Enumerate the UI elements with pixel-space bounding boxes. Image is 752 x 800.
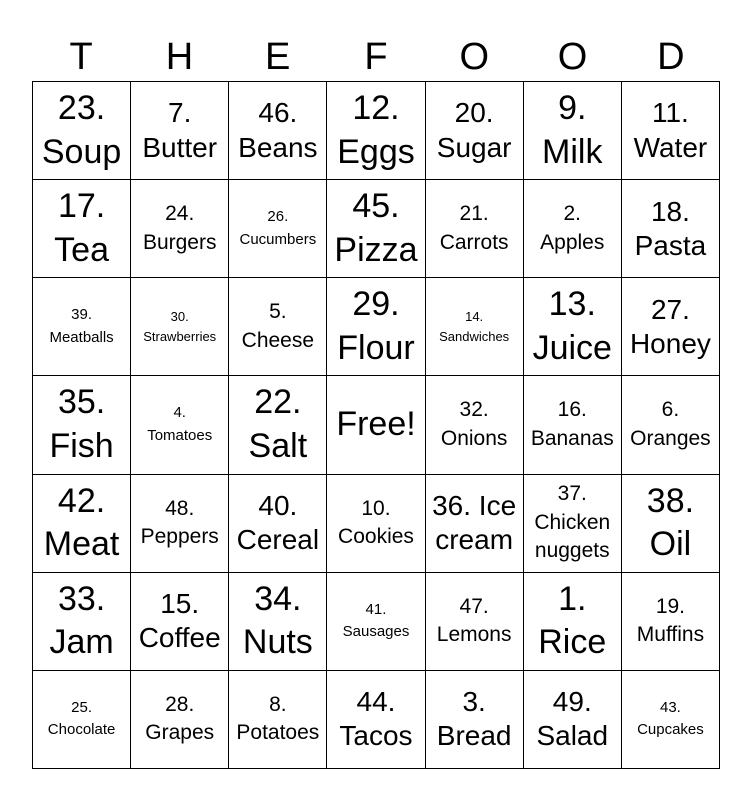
bingo-cell-r3c3 bbox=[229, 278, 327, 376]
cell-text: 3. Bread bbox=[436, 686, 512, 752]
cell-text: 15. Coffee bbox=[138, 588, 221, 654]
bingo-cell-r3c5 bbox=[426, 278, 524, 376]
bingo-cell-r7c1 bbox=[33, 671, 131, 769]
cell-text: 35. Fish bbox=[49, 383, 114, 465]
cell-text: 32. Onions bbox=[440, 398, 508, 450]
bingo-cell-r5c5 bbox=[426, 475, 524, 573]
bingo-cell-r5c3 bbox=[229, 475, 327, 573]
bingo-cell-r7c3 bbox=[229, 671, 327, 769]
cell-text: 38. Oil bbox=[646, 481, 695, 564]
bingo-cell-r6c2 bbox=[131, 573, 229, 671]
cell-text: 45. Pizza bbox=[334, 187, 418, 269]
bingo-cell-r2c7 bbox=[622, 180, 720, 278]
cell-text: 34. Nuts bbox=[242, 579, 313, 662]
cell-text: 25. Chocolate bbox=[47, 698, 116, 739]
header-letter-f: F bbox=[364, 36, 388, 78]
cell-text: 27. Honey bbox=[629, 293, 711, 359]
cell-text: 43. Cupcakes bbox=[637, 698, 704, 739]
cell-text: 10. Cookies bbox=[338, 496, 414, 549]
header-letter-o-2: O bbox=[557, 36, 588, 78]
cell-text: 22. Salt bbox=[248, 383, 308, 465]
cell-text: 36. Ice cream bbox=[432, 489, 517, 556]
cell-text: 1. Rice bbox=[538, 579, 607, 662]
header-letter-h: H bbox=[165, 36, 194, 78]
free-space-label: Free! bbox=[336, 405, 416, 444]
bingo-cell-r4c2 bbox=[131, 376, 229, 474]
bingo-cell-r5c1 bbox=[33, 475, 131, 573]
bingo-cell-r4c5 bbox=[426, 376, 524, 474]
bingo-cell-r7c7 bbox=[622, 671, 720, 769]
bingo-cell-r7c5 bbox=[426, 671, 524, 769]
cell-text: 4. Tomatoes bbox=[147, 404, 213, 444]
bingo-cell-r7c4 bbox=[327, 671, 425, 769]
cell-text: 6. Oranges bbox=[630, 398, 711, 450]
bingo-cell-r3c7 bbox=[622, 278, 720, 376]
cell-text: 46. Beans bbox=[238, 97, 318, 163]
cell-text: 9. Milk bbox=[542, 89, 603, 171]
cell-text: 16. Bananas bbox=[530, 398, 614, 450]
cell-text: 49. Salad bbox=[536, 686, 609, 752]
bingo-cell-r5c4 bbox=[327, 475, 425, 573]
bingo-cell-r6c4 bbox=[327, 573, 425, 671]
bingo-cell-r4c6 bbox=[524, 376, 622, 474]
bingo-cell-free bbox=[327, 376, 425, 474]
cell-text: 26. Cucumbers bbox=[239, 208, 317, 248]
cell-text: 14. Sandwiches bbox=[439, 308, 510, 344]
bingo-cell-r1c5 bbox=[426, 82, 524, 180]
bingo-cell-r3c2 bbox=[131, 278, 229, 376]
bingo-cell-r3c1 bbox=[33, 278, 131, 376]
cell-text: 30. Strawberries bbox=[143, 308, 217, 344]
bingo-cell-r1c2 bbox=[131, 82, 229, 180]
bingo-cell-r4c7 bbox=[622, 376, 720, 474]
bingo-cell-r2c5 bbox=[426, 180, 524, 278]
cell-text: 24. Burgers bbox=[142, 202, 217, 254]
bingo-cell-r2c3 bbox=[229, 180, 327, 278]
header-letter-e: E bbox=[265, 36, 291, 78]
cell-text: 5. Cheese bbox=[241, 300, 315, 352]
bingo-cell-r4c1 bbox=[33, 376, 131, 474]
bingo-cell-r7c2 bbox=[131, 671, 229, 769]
bingo-cell-r1c3 bbox=[229, 82, 327, 180]
cell-text: 40. Cereal bbox=[236, 489, 320, 556]
bingo-cell-r1c7 bbox=[622, 82, 720, 180]
cell-text: 39. Meatballs bbox=[49, 306, 114, 346]
cell-text: 11. Water bbox=[633, 97, 708, 163]
cell-text: 18. Pasta bbox=[634, 195, 707, 261]
bingo-cell-r5c7 bbox=[622, 475, 720, 573]
cell-text: 17. Tea bbox=[54, 187, 109, 269]
bingo-cell-r6c7 bbox=[622, 573, 720, 671]
bingo-board bbox=[32, 81, 720, 769]
cell-text: 8. Potatoes bbox=[236, 692, 320, 745]
bingo-cell-r3c6 bbox=[524, 278, 622, 376]
cell-text: 48. Peppers bbox=[140, 496, 219, 549]
cell-text: 13. Juice bbox=[532, 285, 612, 367]
bingo-cell-r5c6 bbox=[524, 475, 622, 573]
bingo-cell-r6c3 bbox=[229, 573, 327, 671]
cell-text: 29. Flour bbox=[337, 285, 415, 367]
header-letter-d: D bbox=[657, 36, 685, 78]
cell-text: 20. Sugar bbox=[436, 97, 512, 163]
bingo-cell-r3c4 bbox=[327, 278, 425, 376]
cell-text: 41. Sausages bbox=[342, 600, 410, 641]
cell-text: 2. Apples bbox=[540, 202, 605, 254]
cell-text: 12. Eggs bbox=[337, 89, 415, 171]
bingo-header bbox=[32, 32, 720, 82]
bingo-cell-r6c1 bbox=[33, 573, 131, 671]
cell-text: 21. Carrots bbox=[439, 202, 509, 254]
cell-text: 44. Tacos bbox=[339, 686, 413, 752]
cell-text: 28. Grapes bbox=[145, 692, 215, 745]
header-letter-t: T bbox=[69, 36, 93, 78]
bingo-cell-r1c4 bbox=[327, 82, 425, 180]
bingo-cell-r1c1 bbox=[33, 82, 131, 180]
cell-text: 19. Muffins bbox=[636, 594, 705, 647]
cell-text: 37. Chicken nuggets bbox=[534, 482, 611, 563]
cell-text: 7. Butter bbox=[142, 97, 218, 163]
header-letter-o-1: O bbox=[459, 36, 490, 78]
bingo-cell-r2c1 bbox=[33, 180, 131, 278]
cell-text: 42. Meat bbox=[43, 481, 120, 564]
cell-text: 23. Soup bbox=[41, 89, 122, 171]
cell-text: 47. Lemons bbox=[436, 594, 512, 647]
bingo-cell-r4c3 bbox=[229, 376, 327, 474]
bingo-cell-r1c6 bbox=[524, 82, 622, 180]
bingo-cell-r7c6 bbox=[524, 671, 622, 769]
bingo-cell-r5c2 bbox=[131, 475, 229, 573]
bingo-cell-r6c6 bbox=[524, 573, 622, 671]
bingo-cell-r6c5 bbox=[426, 573, 524, 671]
bingo-cell-r2c6 bbox=[524, 180, 622, 278]
bingo-cell-r2c2 bbox=[131, 180, 229, 278]
cell-text: 33. Jam bbox=[49, 579, 114, 662]
bingo-cell-r2c4 bbox=[327, 180, 425, 278]
